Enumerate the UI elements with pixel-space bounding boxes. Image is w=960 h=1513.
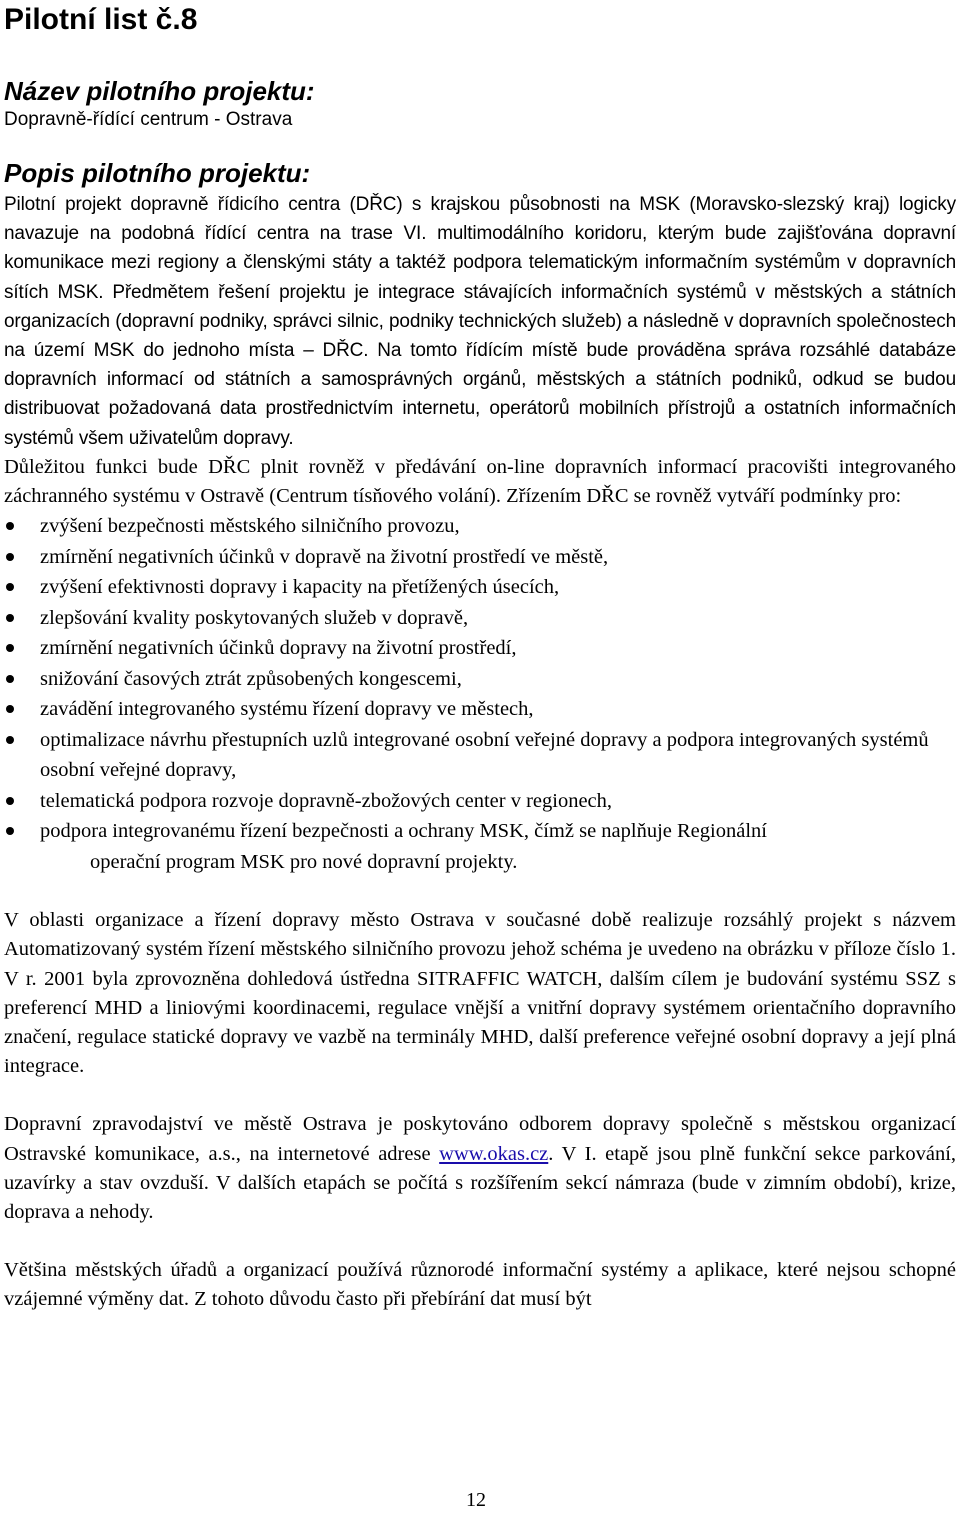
list-item-text: zmírnění negativních účinků dopravy na životní prostředí, bbox=[40, 637, 517, 660]
traffic-news-text-b: . V I. etapě jsou plně funkční sekce parkování, uzavírky a stav ovzduší. V dalších etapách se počítá s rozšířením sekcí námraza (bude v zimním období), krize, doprava a nehody. bbox=[4, 1142, 957, 1224]
traffic-news-paragraph bbox=[4, 1110, 956, 1227]
information-systems-paragraph: Většina městských úřadů a organizací používá různorodé informační systémy a aplikace, které nejsou schopné vzájemné výměny dat. Z tohoto důvodu často při přebírání dat musí být bbox=[4, 1259, 956, 1311]
description-text-serif: Důležitou funkci bude DŘC plnit rovněž v předávání on-line dopravních informací pracovišti integrovaného záchranného systému v Ostravě (Centrum tísňového volání). Zřízením DŘC se rovněž vytváří podmínky pro: bbox=[4, 455, 956, 508]
list-item-text: zvýšení bezpečnosti městského silničního provozu, bbox=[40, 515, 460, 538]
bullet-icon bbox=[6, 644, 14, 652]
page-title: Pilotní list č.8 bbox=[4, 3, 198, 36]
bullet-icon bbox=[6, 827, 14, 835]
conditions-list bbox=[4, 511, 956, 877]
traffic-control-paragraph: V oblasti organizace a řízení dopravy město Ostrava v současné době realizuje rozsáhlý projekt s názvem Automatizovaný systém řízení městského silničního provozu jehož schéma je uvedeno na obrázku v příloze číslo 1. V r. 2001 byla zprovozněna dohledová ústředna SITRAFFIC WATCH, dalším cílem je budování systému SSZ s preferencí MHD a liniovými koordinacemi, regulace vnější a vnitřní dopravy systémem orientačního dopravního značení, regulace statické dopravy ve vazbě na terminály MHD, další preference veřejné osobní dopravy a její plná integrace. bbox=[4, 909, 956, 1078]
traffic-news-text-a: Dopravní zpravodajství ve městě Ostrava je poskytováno odborem dopravy společně s městskou organizací Ostravské komunikace, a.s., na internetové adrese bbox=[4, 1113, 956, 1165]
list-item-text-continued: operační program MSK pro nové dopravní projekty. bbox=[90, 850, 518, 873]
bullet-icon bbox=[6, 705, 14, 713]
list-item-text: snižování časových ztrát způsobených kongescemi, bbox=[40, 667, 462, 690]
document-page bbox=[4, 0, 956, 1513]
bullet-icon bbox=[6, 675, 14, 683]
list-item-text: podpora integrovanému řízení bezpečnosti a ochrany MSK, čímž se naplňuje Regionální bbox=[40, 820, 767, 843]
list-item-text: telematická podpora rozvoje dopravně-zbožových center v regionech, bbox=[40, 789, 613, 812]
bullet-icon bbox=[6, 522, 14, 530]
list-item bbox=[4, 664, 956, 695]
bullet-icon bbox=[6, 797, 14, 805]
list-item-text: zavádění integrovaného systému řízení dopravy ve městech, bbox=[40, 698, 534, 721]
project-description-label: Popis pilotního projektu: bbox=[4, 158, 311, 188]
list-item bbox=[4, 511, 956, 542]
bullet-icon bbox=[6, 614, 14, 622]
description-paragraph bbox=[4, 190, 956, 511]
list-item bbox=[4, 603, 956, 634]
bullet-icon bbox=[6, 583, 14, 591]
list-item bbox=[4, 694, 956, 725]
list-item bbox=[4, 572, 956, 603]
bullet-icon bbox=[6, 736, 14, 744]
list-item bbox=[4, 633, 956, 664]
list-item-text: zlepšování kvality poskytovaných služeb v dopravě, bbox=[40, 606, 469, 629]
project-name-value: Dopravně-řídící centrum - Ostrava bbox=[4, 109, 293, 130]
page-number: 12 bbox=[466, 1489, 486, 1511]
list-item-text: zmírnění negativních účinků v dopravě na životní prostředí ve městě, bbox=[40, 545, 609, 568]
list-item bbox=[4, 542, 956, 573]
bullet-icon bbox=[6, 553, 14, 561]
list-item bbox=[4, 816, 956, 877]
list-item bbox=[4, 786, 956, 817]
list-item-text: zvýšení efektivnosti dopravy i kapacity na přetížených úsecích, bbox=[40, 576, 560, 599]
list-item bbox=[4, 725, 956, 786]
okas-website-link[interactable]: www.okas.cz bbox=[439, 1142, 549, 1165]
description-text-sans: Pilotní projekt dopravně řídicího centra (DŘC) s krajskou působnosti na MSK (Moravsko-slezský kraj) logicky navazuje na podobná řídící centra na trase VI. multimodálního koridoru, kterým bude zajišťována dopravní komunikace mezi regiony a členskými státy a taktéž podpora telematickým informačním systémům v dopravních sítích MSK. Předmětem řešení projektu je integrace stávajících informačních systémů v městských a státních organizacích (dopravní podniky, správci silnic, podniky technických služeb) a následně v dopravních společnostech na území MSK do jednoho místa – DŘC. Na tomto řídícím místě bude prováděna správa rozsáhlé databáze dopravních informací od státních a samosprávných orgánů, městských a státních podniků, odkud se budou distribuovat požadovaná data prostřednictvím internetu, operátorů mobilních přístrojů a ostatních informačních systémů všem uživatelům dopravy. bbox=[4, 194, 956, 449]
project-name-label: Název pilotního projektu: bbox=[4, 76, 315, 106]
list-item-text: optimalizace návrhu přestupních uzlů integrované osobní veřejné dopravy a podpora integrovaných systémů osobní veřejné dopravy, bbox=[40, 728, 929, 782]
